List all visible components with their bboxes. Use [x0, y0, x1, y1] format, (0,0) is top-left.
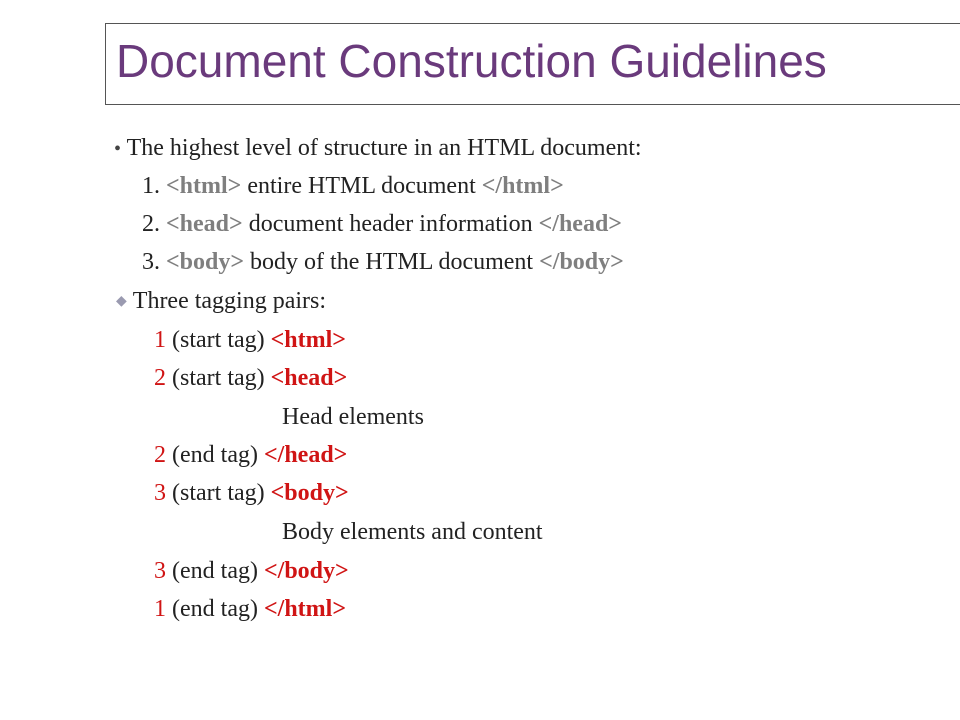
- pair-number: 2: [154, 442, 166, 468]
- pair-label: (start tag): [172, 365, 265, 391]
- pair-tag: </head>: [263, 442, 348, 468]
- pair-html-end: [154, 595, 346, 624]
- pair-label: (end tag): [172, 558, 258, 584]
- pair-tag: </body>: [263, 558, 349, 584]
- open-tag: <body>: [166, 249, 245, 275]
- pair-label: (start tag): [172, 480, 265, 506]
- pair-body-end: [154, 557, 349, 586]
- pair-number: 1: [154, 596, 166, 622]
- structure-item-body: [142, 248, 624, 277]
- item-text: body of the HTML document: [250, 249, 534, 275]
- pair-tag: <body>: [270, 480, 349, 506]
- close-tag: </head>: [538, 211, 622, 237]
- open-tag: <head>: [166, 211, 243, 237]
- close-tag: </html>: [481, 173, 564, 199]
- item-text: entire HTML document: [247, 173, 476, 199]
- pair-head-end: [154, 441, 347, 470]
- pair-head-start: [154, 364, 347, 393]
- pair-label: (end tag): [172, 596, 258, 622]
- item-text: document header information: [248, 211, 533, 237]
- head-content-line: [282, 403, 424, 432]
- pair-number: 2: [154, 365, 166, 391]
- round-bullet-icon: •: [114, 138, 122, 160]
- body-content-line: [282, 518, 543, 547]
- item-number: 1.: [142, 173, 160, 199]
- close-tag: </body>: [539, 249, 624, 275]
- pairs-heading-line: [116, 287, 326, 316]
- structure-item-html: [142, 172, 564, 201]
- pair-number: 1: [154, 327, 166, 353]
- pair-tag: <html>: [270, 327, 346, 353]
- item-number: 2.: [142, 211, 160, 237]
- pair-tag: </html>: [263, 596, 346, 622]
- pair-label: (start tag): [172, 327, 265, 353]
- structure-item-head: [142, 210, 622, 239]
- body-content-text: Body elements and content: [282, 519, 543, 545]
- intro-text: The highest level of structure in an HTML document:: [126, 135, 642, 161]
- slide-title: Document Construction Guidelines: [116, 35, 827, 87]
- open-tag: <html>: [166, 173, 242, 199]
- pair-tag: <head>: [270, 365, 348, 391]
- pair-label: (end tag): [172, 442, 258, 468]
- diamond-bullet-icon: ◆: [116, 294, 127, 309]
- head-content-text: Head elements: [282, 404, 424, 430]
- pair-number: 3: [154, 480, 166, 506]
- pairs-heading: Three tagging pairs:: [132, 288, 327, 314]
- pair-body-start: [154, 479, 349, 508]
- intro-line: [114, 134, 642, 163]
- pair-html-start: [154, 326, 346, 355]
- item-number: 3.: [142, 249, 160, 275]
- pair-number: 3: [154, 558, 166, 584]
